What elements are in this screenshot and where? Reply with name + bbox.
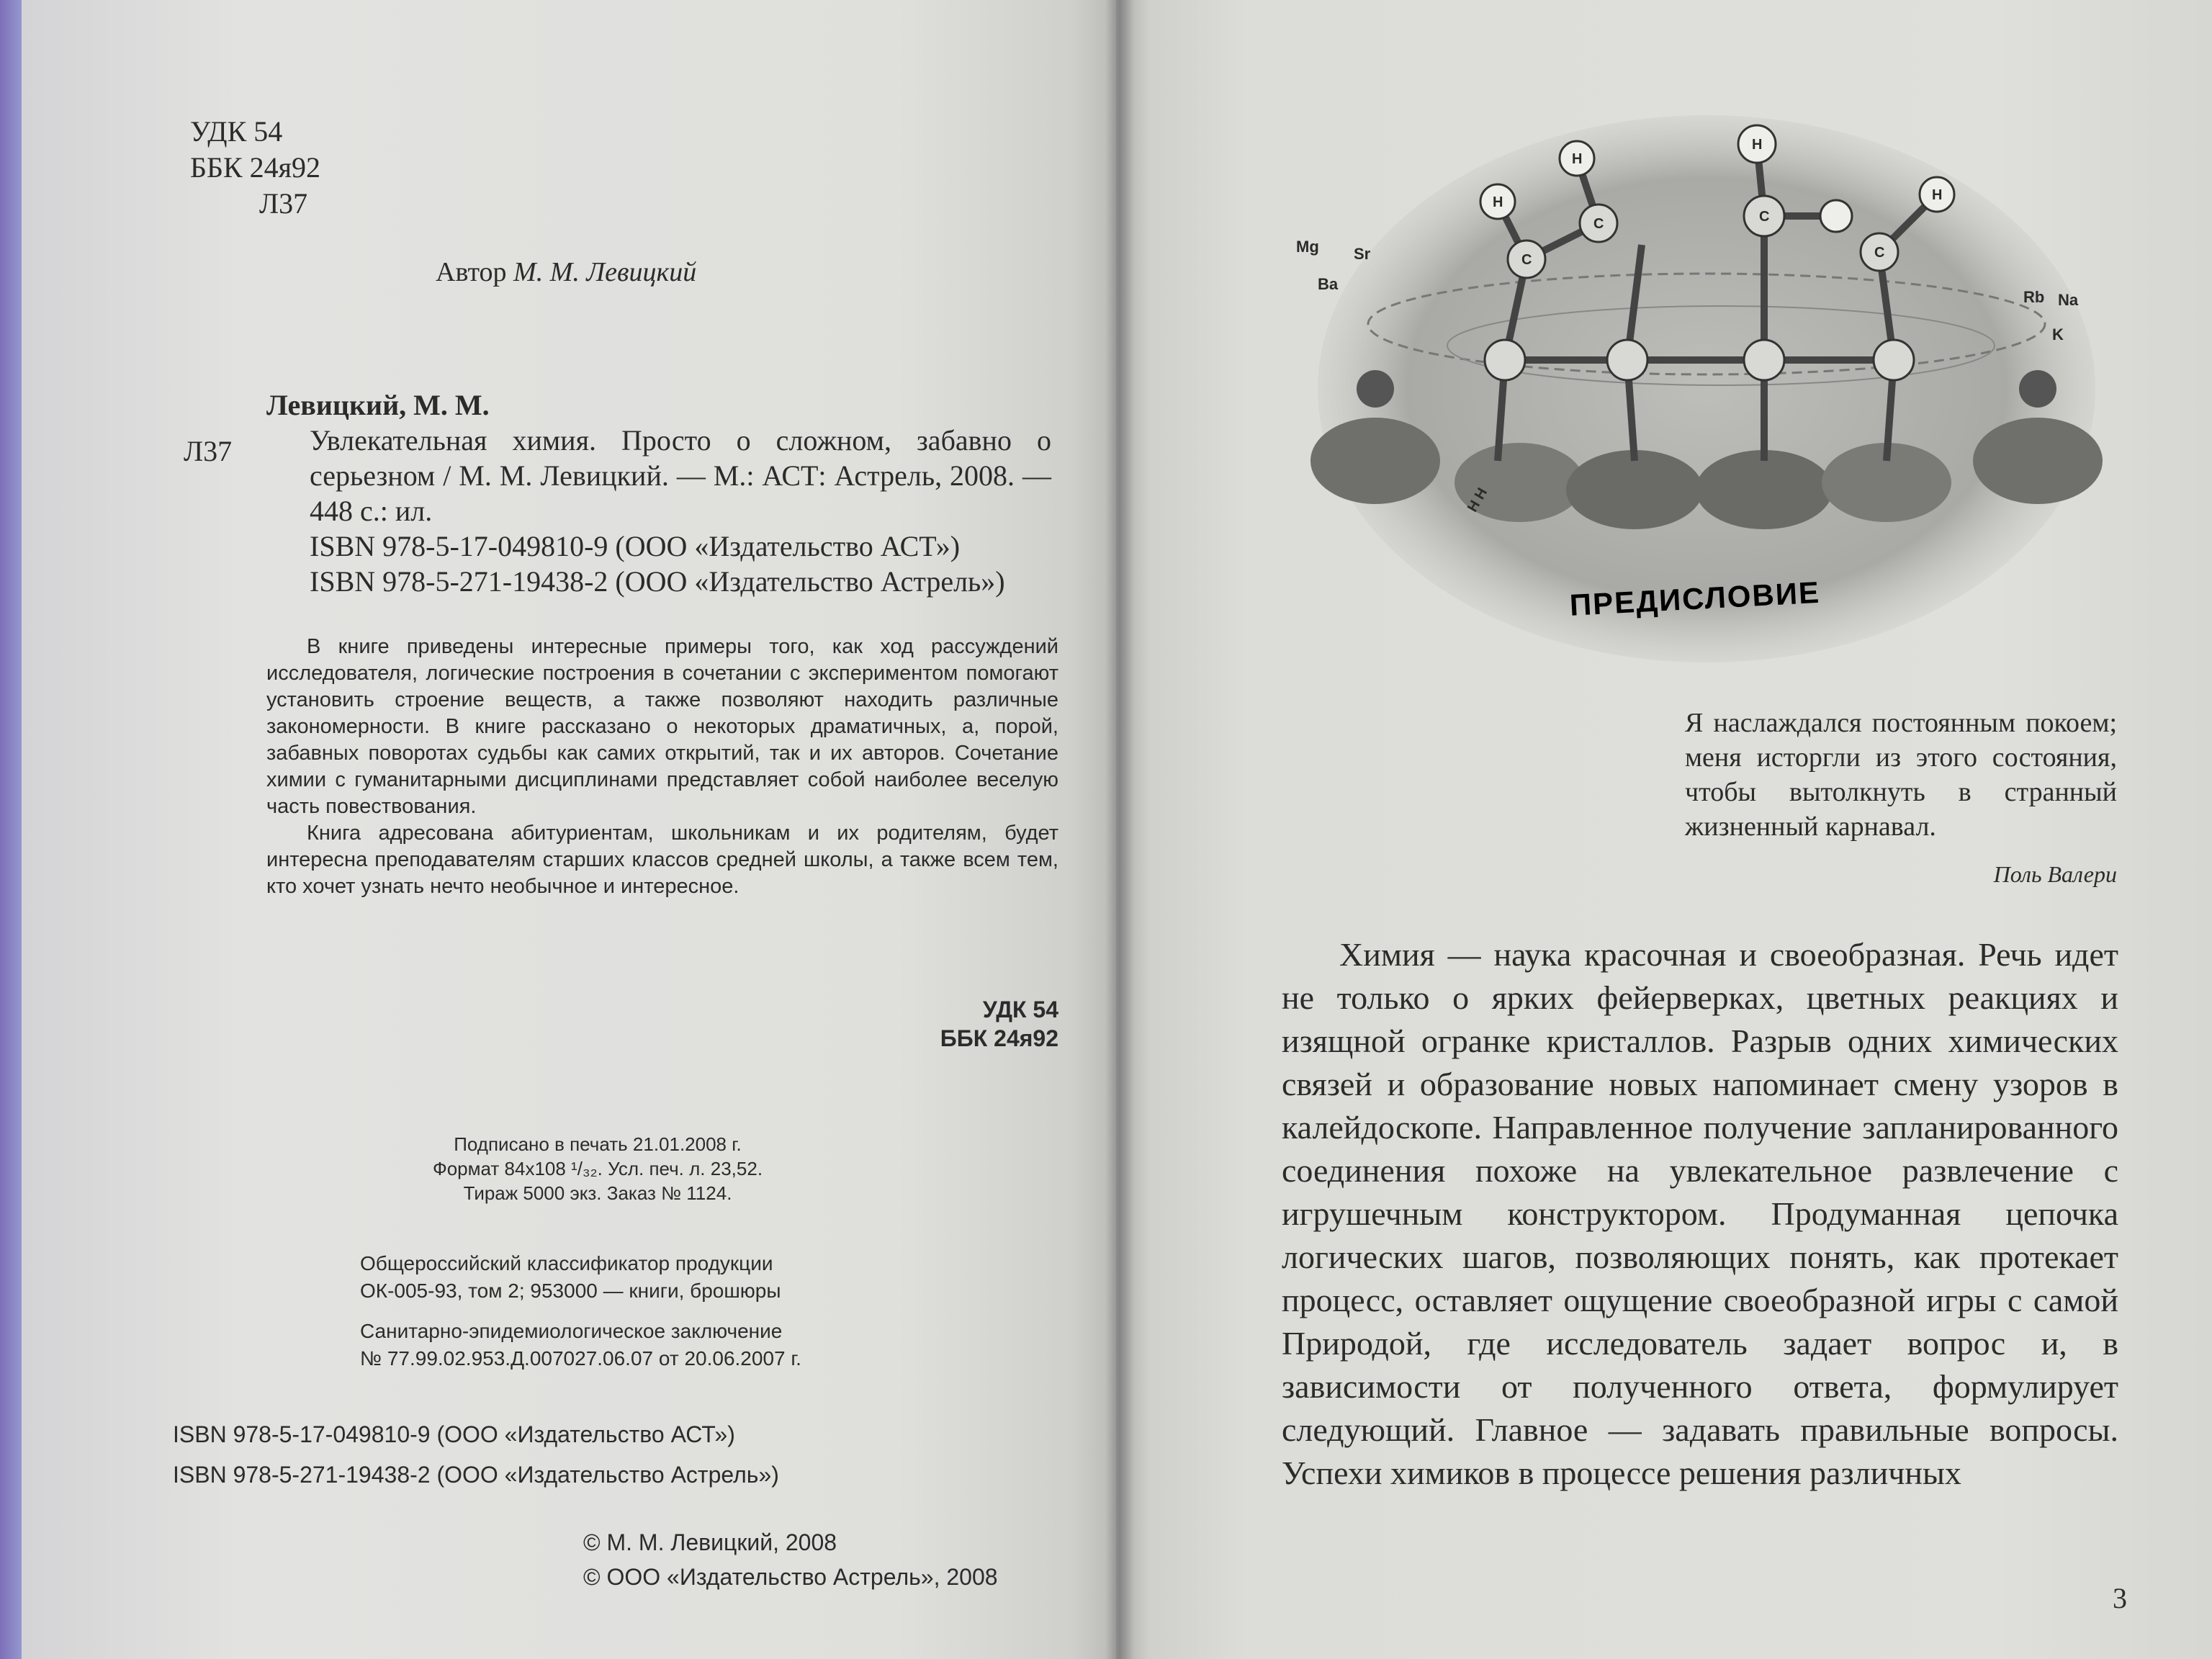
preface-title: ПРЕДИСЛОВИЕ <box>1568 575 1822 622</box>
book-gutter <box>1105 0 1134 1659</box>
right-page <box>1116 0 2212 1659</box>
biblio-isbn-1: ISBN 978-5-17-049810-9 (ООО «Издательство АСТ») <box>310 530 961 562</box>
author-name: М. М. Левицкий <box>513 257 697 287</box>
imprint-line: Формат 84х108 ¹/₃₂. Усл. печ. л. 23,52. <box>432 1158 763 1179</box>
classification-block <box>814 995 1058 1053</box>
atom-label-hh: H H <box>1464 485 1491 515</box>
annotation <box>266 634 1058 900</box>
page-number: 3 <box>2113 1582 2127 1614</box>
author-mark: Л37 <box>259 187 308 220</box>
biblio-description: Увлекательная химия. Просто о сложном, забавно о серьезном / М. М. Левицкий. — М.: АСТ: Астрель, 2008. — 448 с.: ил. <box>310 424 1051 527</box>
atom-label-h: H <box>1493 194 1503 210</box>
biblio-isbn-2: ISBN 978-5-271-19438-2 (ООО «Издательство Астрель») <box>310 565 1005 598</box>
atom-label-h: H <box>1572 151 1583 167</box>
open-book <box>22 0 2212 1659</box>
epigraph-text: Я наслаждался постоянным покоем; меня исторгли из этого состояния, чтобы вытолкнуть в странный жизненный карнавал. <box>1685 708 2117 842</box>
atom-label-h: H <box>1752 137 1763 153</box>
isbn-line: ISBN 978-5-271-19438-2 (ООО «Издательство Астрель») <box>173 1462 779 1488</box>
dancer-head <box>1357 370 1394 408</box>
classifier-line: ОК-005-93, том 2; 953000 — книги, брошюры <box>360 1280 781 1302</box>
atom-label-c: C <box>1759 209 1770 225</box>
author-prefix: Автор <box>436 257 507 287</box>
left-page <box>22 0 1116 1659</box>
sanitary-line: Санитарно-эпидемиологическое заключение <box>360 1320 783 1342</box>
preface-body <box>1282 933 2118 1495</box>
element-label-mg: Mg <box>1296 238 1319 256</box>
element-label-k: K <box>2052 325 2064 343</box>
preface-illustration <box>1289 86 2124 662</box>
sanitary-conclusion <box>360 1318 907 1372</box>
imprint-info <box>367 1132 828 1205</box>
imprint-line: Тираж 5000 экз. Заказ № 1124. <box>463 1182 732 1204</box>
author-line <box>436 256 696 288</box>
dancer-skirt <box>1310 418 1440 504</box>
epigraph-author: Поль Валери <box>1993 861 2117 887</box>
atom-label-h: H <box>1932 187 1943 203</box>
isbn-line: ISBN 978-5-17-049810-9 (ООО «Издательство АСТ») <box>173 1421 735 1447</box>
udk-bold: УДК 54 <box>982 997 1058 1022</box>
element-label-rb: Rb <box>2023 288 2045 306</box>
annotation-paragraph: В книге приведены интересные примеры того, как ход рассуждений исследователя, логические построения в сочетании с экспериментом помогают установить строение веществ, а также позволяют находить различные закономерности. В книге рассказано о некоторых драматичных, а, порой, забавных поворотах судьбы как самих открытий, так и их авторов. Сочетание химии с гуманитарными дисциплинами представляет собой наиболее веселую часть повествования. <box>266 635 1058 818</box>
body-paragraph: Химия — наука красочная и своеобразная. Речь идет не только о ярких фейерверках, цветных реакциях и изящной огранке кристаллов. Разрыв одних химических связей и образование новых напоминает смену узоров в калейдоскопе. Направленное получение запланированного соединения похоже на увлекательное развлечение с игрушечным конструктором. Продуманная цепочка логических шагов, позволяющих понять, как протекает процесс, оставляет ощущение своеобразной игры с самой Природой, где исследователь задает вопрос и, в зависимости от полученного ответа, формулирует следующий. Главное — задавать правильные вопросы. Успехи химиков в процессе решения различных <box>1282 936 2118 1491</box>
classifier-line: Общероссийский классификатор продукции <box>360 1252 773 1274</box>
bibliographic-record <box>266 387 1051 599</box>
sanitary-line: № 77.99.02.953.Д.007027.06.07 от 20.06.2007 г. <box>360 1347 801 1370</box>
biblio-heading: Левицкий, М. М. <box>266 389 490 421</box>
copyright-block <box>583 1525 1087 1594</box>
isbn-footer <box>173 1414 1037 1495</box>
product-classifier <box>360 1250 907 1305</box>
dancer-skirt <box>1973 418 2103 504</box>
element-label-ba: Ba <box>1318 275 1339 293</box>
imprint-line: Подписано в печать 21.01.2008 г. <box>454 1133 742 1155</box>
udk-code: УДК 54 <box>190 115 283 148</box>
copyright-line: © ООО «Издательство Астрель», 2008 <box>583 1564 998 1590</box>
annotation-paragraph: Книга адресована абитуриентам, школьникам и их родителям, будет интересна преподавателям старших классов средней школы, а также всем тем, кто хочет узнать нечто необычное и интересное. <box>266 822 1058 898</box>
atom-label-c: C <box>1593 216 1604 232</box>
element-label-sr: Sr <box>1354 245 1371 263</box>
dancer-head <box>2019 370 2056 408</box>
bbk-bold: ББК 24я92 <box>940 1025 1058 1051</box>
dancer-skirt <box>1566 450 1703 529</box>
dancer-skirt <box>1696 450 1833 529</box>
side-author-mark: Л37 <box>184 435 233 467</box>
atom-label-c: C <box>1874 245 1885 261</box>
element-label-na: Na <box>2058 291 2079 309</box>
atom-label-c: C <box>1521 252 1532 268</box>
copyright-line: © М. М. Левицкий, 2008 <box>583 1529 837 1555</box>
bbk-code: ББК 24я92 <box>190 151 321 184</box>
